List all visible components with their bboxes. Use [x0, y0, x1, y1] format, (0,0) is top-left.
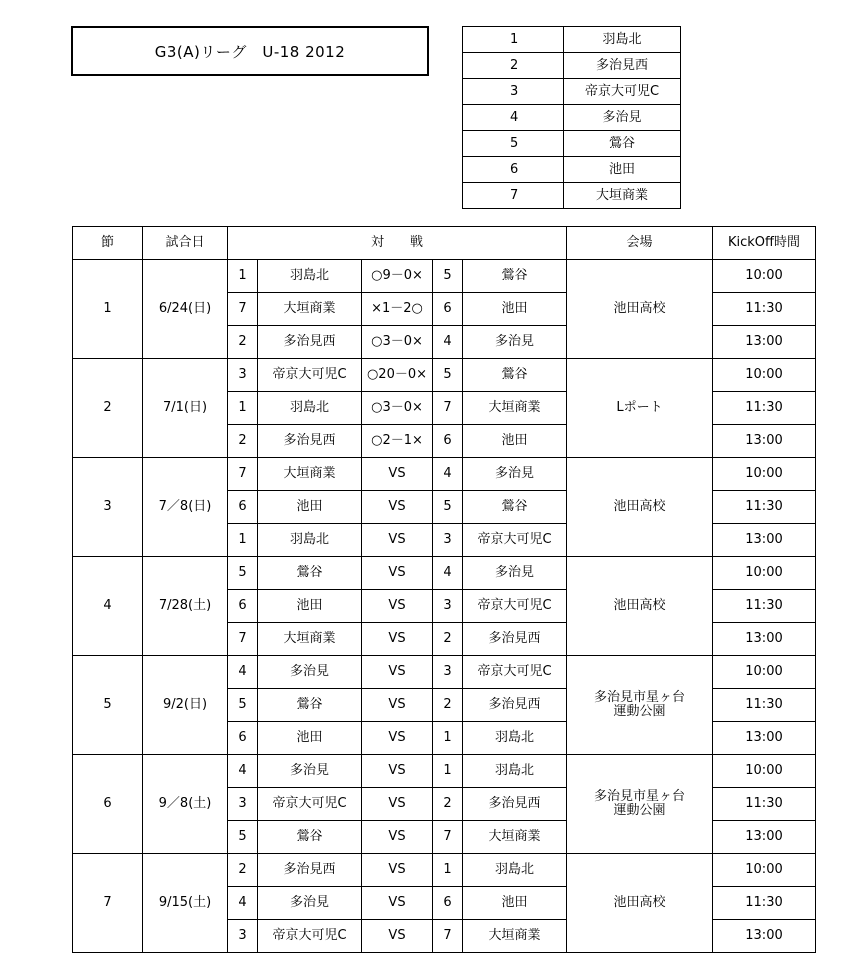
schedule-header-row — [73, 227, 816, 260]
away-team: 多治見 — [463, 557, 567, 590]
home-team-number: 4 — [228, 656, 258, 689]
match-row — [73, 359, 816, 392]
team-number: 7 — [463, 183, 564, 209]
home-team: 池田 — [258, 722, 362, 755]
away-team-number: 1 — [433, 755, 463, 788]
kickoff-time: 11:30 — [713, 392, 816, 425]
away-team: 鶯谷 — [463, 359, 567, 392]
home-team: 多治見西 — [258, 854, 362, 887]
away-team: 鶯谷 — [463, 260, 567, 293]
home-team: 帝京大可児C — [258, 788, 362, 821]
home-team-number: 2 — [228, 326, 258, 359]
away-team: 大垣商業 — [463, 392, 567, 425]
home-team-number: 5 — [228, 821, 258, 854]
header-date: 試合日 — [143, 227, 228, 260]
match-date: 6/24(日) — [143, 260, 228, 359]
home-team-number: 7 — [228, 458, 258, 491]
away-team: 大垣商業 — [463, 821, 567, 854]
team-row — [463, 79, 681, 105]
home-team-number: 7 — [228, 293, 258, 326]
round-number: 4 — [73, 557, 143, 656]
venue — [567, 854, 713, 953]
away-team-number: 6 — [433, 425, 463, 458]
away-team-number: 2 — [433, 689, 463, 722]
kickoff-time: 13:00 — [713, 722, 816, 755]
away-team-number: 4 — [433, 326, 463, 359]
team-number: 6 — [463, 157, 564, 183]
away-team: 多治見 — [463, 458, 567, 491]
team-name: 大垣商業 — [564, 183, 681, 209]
venue — [567, 458, 713, 557]
home-team: 大垣商業 — [258, 623, 362, 656]
kickoff-time: 11:30 — [713, 887, 816, 920]
home-team-number: 6 — [228, 491, 258, 524]
kickoff-time: 11:30 — [713, 293, 816, 326]
league-title: G3(A)リーグ U-18 2012 — [71, 26, 429, 76]
kickoff-time: 13:00 — [713, 920, 816, 953]
team-name: 多治見 — [564, 105, 681, 131]
away-team-number: 7 — [433, 392, 463, 425]
away-team: 帝京大可児C — [463, 656, 567, 689]
away-team: 多治見西 — [463, 689, 567, 722]
home-team: 池田 — [258, 590, 362, 623]
home-team: 羽島北 — [258, 260, 362, 293]
away-team-number: 7 — [433, 821, 463, 854]
team-number: 3 — [463, 79, 564, 105]
match-score: VS — [362, 590, 433, 623]
away-team: 池田 — [463, 887, 567, 920]
kickoff-time: 10:00 — [713, 755, 816, 788]
match-schedule-table — [72, 226, 816, 953]
match-score: ○3－0× — [362, 392, 433, 425]
away-team: 多治見西 — [463, 623, 567, 656]
match-date: 7/1(日) — [143, 359, 228, 458]
match-score: VS — [362, 557, 433, 590]
away-team: 帝京大可児C — [463, 590, 567, 623]
match-row — [73, 854, 816, 887]
away-team-number: 5 — [433, 260, 463, 293]
kickoff-time: 13:00 — [713, 821, 816, 854]
match-row — [73, 458, 816, 491]
team-row — [463, 157, 681, 183]
home-team: 池田 — [258, 491, 362, 524]
away-team-number: 2 — [433, 788, 463, 821]
round-number: 1 — [73, 260, 143, 359]
home-team-number: 3 — [228, 788, 258, 821]
kickoff-time: 10:00 — [713, 260, 816, 293]
match-row — [73, 755, 816, 788]
match-date: 7／8(日) — [143, 458, 228, 557]
kickoff-time: 11:30 — [713, 590, 816, 623]
away-team: 多治見西 — [463, 788, 567, 821]
venue-line: 池田高校 — [613, 301, 666, 316]
home-team-number: 1 — [228, 524, 258, 557]
home-team-number: 6 — [228, 590, 258, 623]
home-team: 多治見 — [258, 755, 362, 788]
match-date: 9/15(土) — [143, 854, 228, 953]
home-team: 多治見西 — [258, 326, 362, 359]
match-score: VS — [362, 689, 433, 722]
kickoff-time: 13:00 — [713, 524, 816, 557]
away-team: 羽島北 — [463, 854, 567, 887]
round-number: 5 — [73, 656, 143, 755]
kickoff-time: 10:00 — [713, 359, 816, 392]
match-date: 9／8(土) — [143, 755, 228, 854]
kickoff-time: 10:00 — [713, 458, 816, 491]
team-name: 帝京大可児C — [564, 79, 681, 105]
match-score: ○9－0× — [362, 260, 433, 293]
match-score: ○2－1× — [362, 425, 433, 458]
home-team: 多治見西 — [258, 425, 362, 458]
away-team-number: 5 — [433, 359, 463, 392]
venue-line: 多治見市星ヶ台 — [593, 690, 685, 705]
match-row — [73, 260, 816, 293]
team-number: 1 — [463, 27, 564, 53]
match-score: ○3－0× — [362, 326, 433, 359]
home-team: 大垣商業 — [258, 293, 362, 326]
home-team-number: 3 — [228, 920, 258, 953]
venue-line: Lポート — [616, 400, 663, 415]
venue — [567, 656, 713, 755]
home-team: 帝京大可児C — [258, 359, 362, 392]
venue-line: 池田高校 — [613, 598, 666, 613]
away-team-number: 4 — [433, 458, 463, 491]
kickoff-time: 13:00 — [713, 623, 816, 656]
home-team-number: 4 — [228, 755, 258, 788]
away-team: 大垣商業 — [463, 920, 567, 953]
home-team-number: 5 — [228, 557, 258, 590]
match-score: VS — [362, 755, 433, 788]
home-team-number: 1 — [228, 392, 258, 425]
team-number: 5 — [463, 131, 564, 157]
kickoff-time: 10:00 — [713, 656, 816, 689]
match-date: 9/2(日) — [143, 656, 228, 755]
venue — [567, 557, 713, 656]
round-number: 2 — [73, 359, 143, 458]
home-team-number: 2 — [228, 425, 258, 458]
away-team: 池田 — [463, 293, 567, 326]
kickoff-time: 11:30 — [713, 689, 816, 722]
team-row — [463, 131, 681, 157]
home-team: 羽島北 — [258, 524, 362, 557]
match-row — [73, 656, 816, 689]
kickoff-time: 11:30 — [713, 788, 816, 821]
venue — [567, 260, 713, 359]
away-team-number: 5 — [433, 491, 463, 524]
match-score: VS — [362, 491, 433, 524]
home-team: 多治見 — [258, 656, 362, 689]
match-score: VS — [362, 656, 433, 689]
kickoff-time: 13:00 — [713, 425, 816, 458]
match-score: ○20－0× — [362, 359, 433, 392]
away-team: 鶯谷 — [463, 491, 567, 524]
home-team: 鶯谷 — [258, 821, 362, 854]
match-score: VS — [362, 722, 433, 755]
match-score: VS — [362, 458, 433, 491]
team-row — [463, 27, 681, 53]
away-team: 羽島北 — [463, 722, 567, 755]
header-kickoff: KickOff時間 — [713, 227, 816, 260]
home-team-number: 4 — [228, 887, 258, 920]
home-team-number: 6 — [228, 722, 258, 755]
match-score: VS — [362, 821, 433, 854]
away-team: 多治見 — [463, 326, 567, 359]
away-team-number: 3 — [433, 656, 463, 689]
match-score: VS — [362, 788, 433, 821]
kickoff-time: 13:00 — [713, 326, 816, 359]
team-name: 多治見西 — [564, 53, 681, 79]
venue-line: 運動公園 — [613, 803, 666, 818]
home-team-number: 1 — [228, 260, 258, 293]
venue-line: 池田高校 — [613, 499, 666, 514]
venue-line: 多治見市星ヶ台 — [593, 789, 685, 804]
match-score: VS — [362, 887, 433, 920]
header-match: 対 戦 — [228, 227, 567, 260]
away-team-number: 1 — [433, 854, 463, 887]
header-setsu: 節 — [73, 227, 143, 260]
away-team: 池田 — [463, 425, 567, 458]
away-team-number: 3 — [433, 524, 463, 557]
round-number: 3 — [73, 458, 143, 557]
home-team-number: 3 — [228, 359, 258, 392]
home-team: 鶯谷 — [258, 689, 362, 722]
home-team: 帝京大可児C — [258, 920, 362, 953]
team-number: 2 — [463, 53, 564, 79]
home-team: 多治見 — [258, 887, 362, 920]
team-row — [463, 105, 681, 131]
away-team-number: 1 — [433, 722, 463, 755]
away-team: 羽島北 — [463, 755, 567, 788]
match-score: VS — [362, 524, 433, 557]
team-list-table — [462, 26, 681, 209]
home-team-number: 2 — [228, 854, 258, 887]
kickoff-time: 10:00 — [713, 557, 816, 590]
away-team: 帝京大可児C — [463, 524, 567, 557]
match-date: 7/28(土) — [143, 557, 228, 656]
venue-line: 運動公園 — [613, 704, 666, 719]
team-row — [463, 183, 681, 209]
away-team-number: 3 — [433, 590, 463, 623]
header-venue: 会場 — [567, 227, 713, 260]
match-score: ×1－2○ — [362, 293, 433, 326]
round-number: 7 — [73, 854, 143, 953]
away-team-number: 7 — [433, 920, 463, 953]
team-row — [463, 53, 681, 79]
match-score: VS — [362, 854, 433, 887]
team-number: 4 — [463, 105, 564, 131]
match-score: VS — [362, 920, 433, 953]
venue — [567, 755, 713, 854]
home-team: 鶯谷 — [258, 557, 362, 590]
kickoff-time: 10:00 — [713, 854, 816, 887]
home-team: 羽島北 — [258, 392, 362, 425]
venue-line: 池田高校 — [613, 895, 666, 910]
kickoff-time: 11:30 — [713, 491, 816, 524]
away-team-number: 2 — [433, 623, 463, 656]
team-name: 鶯谷 — [564, 131, 681, 157]
venue — [567, 359, 713, 458]
match-row — [73, 557, 816, 590]
team-name: 池田 — [564, 157, 681, 183]
away-team-number: 6 — [433, 293, 463, 326]
away-team-number: 4 — [433, 557, 463, 590]
team-name: 羽島北 — [564, 27, 681, 53]
home-team-number: 7 — [228, 623, 258, 656]
away-team-number: 6 — [433, 887, 463, 920]
match-score: VS — [362, 623, 433, 656]
home-team-number: 5 — [228, 689, 258, 722]
round-number: 6 — [73, 755, 143, 854]
home-team: 大垣商業 — [258, 458, 362, 491]
